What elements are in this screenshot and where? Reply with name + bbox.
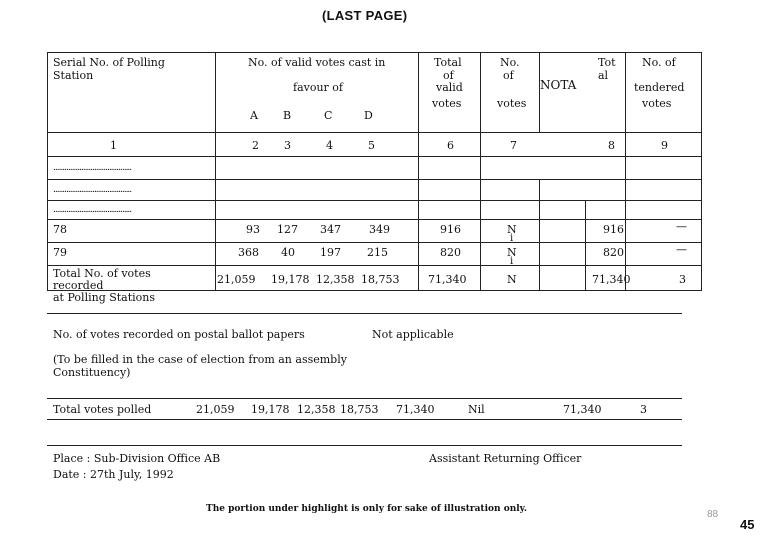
signatory: Assistant Returning Officer: [429, 452, 582, 465]
totals-total-valid: 71,340: [428, 273, 467, 286]
totals-candidate-b: 19,178: [271, 273, 310, 286]
header-serial-line2: Station: [53, 69, 94, 82]
row-no-of: N: [507, 223, 517, 236]
header-total-valid-1: Total: [434, 56, 462, 69]
row-candidate-d: 349: [369, 223, 390, 236]
totals-label-3: at Polling Stations: [53, 291, 156, 304]
header-total-1: Tot: [598, 56, 616, 69]
page-title: (LAST PAGE): [322, 8, 408, 23]
total-polled-tendered: 3: [640, 403, 647, 416]
header-total-2: al: [598, 69, 609, 82]
column-number-2: 2: [252, 139, 259, 152]
totals-candidate-c: 12,358: [316, 273, 355, 286]
row-no-of-sub: i: [510, 256, 514, 267]
header-nota: NOTA: [540, 78, 577, 92]
header-total-valid-2: of: [443, 69, 454, 82]
total-polled-valid: 71,340: [396, 403, 435, 416]
date: Date : 27th July, 1992: [53, 468, 174, 481]
totals-candidate-d: 18,753: [361, 273, 400, 286]
row-candidate-c: 197: [320, 246, 341, 259]
totals-tendered: 3: [679, 273, 686, 286]
column-number-4: 4: [326, 139, 333, 152]
row-candidate-b: 40: [281, 246, 295, 259]
row-tendered: —: [676, 243, 687, 256]
total-polled-no-of: Nil: [468, 403, 485, 416]
header-tendered-3: votes: [642, 97, 672, 110]
row-serial: 79: [53, 246, 67, 259]
postal-note-1: (To be filled in the case of election from an assembly: [53, 353, 347, 366]
column-number-3: 3: [284, 139, 291, 152]
total-polled-b: 19,178: [251, 403, 290, 416]
header-candidate-b: B: [283, 109, 292, 122]
total-polled-label: Total votes polled: [53, 403, 152, 416]
header-candidate-d: D: [364, 109, 373, 122]
row-no-of: N: [507, 246, 517, 259]
postal-note-2: Constituency): [53, 366, 131, 379]
row-candidate-a: 93: [246, 223, 260, 236]
dotted-row-3: ..........................................: [53, 205, 132, 215]
postal-label: No. of votes recorded on postal ballot papers: [53, 328, 305, 341]
header-candidate-c: C: [324, 109, 333, 122]
row-candidate-d: 215: [367, 246, 388, 259]
totals-no-of: N: [507, 273, 517, 286]
header-no-of-2: of: [503, 69, 514, 82]
row-candidate-a: 368: [238, 246, 259, 259]
header-favour-of: favour of: [293, 81, 343, 94]
footnote: The portion under highlight is only for sake of illustration only.: [206, 504, 527, 514]
total-polled-d: 18,753: [340, 403, 379, 416]
totals-label-2: recorded: [53, 279, 104, 292]
column-number-1: 1: [110, 139, 117, 152]
header-valid-votes: No. of valid votes cast in: [248, 56, 386, 69]
place: Place : Sub-Division Office AB: [53, 452, 221, 465]
total-polled-bottom-border: [47, 419, 682, 420]
total-polled-total: 71,340: [563, 403, 602, 416]
header-candidate-a: A: [250, 109, 258, 122]
dotted-row-2: ..........................................: [53, 185, 132, 195]
totals-total: 71,340: [592, 273, 631, 286]
footer-divider: [47, 445, 682, 446]
section-divider: [47, 313, 682, 314]
row-no-of-sub: i: [510, 233, 514, 244]
column-number-8: 8: [608, 139, 615, 152]
slide-number: 88: [707, 509, 719, 520]
row-total-valid: 820: [440, 246, 461, 259]
row-candidate-c: 347: [320, 223, 341, 236]
column-number-5: 5: [368, 139, 375, 152]
header-no-of-3: votes: [497, 97, 527, 110]
row-candidate-b: 127: [277, 223, 298, 236]
column-number-9: 9: [661, 139, 668, 152]
total-polled-c: 12,358: [297, 403, 336, 416]
header-total-valid-4: votes: [432, 97, 462, 110]
header-tendered-1: No. of: [642, 56, 676, 69]
total-polled-a: 21,059: [196, 403, 235, 416]
row-tendered: —: [676, 220, 687, 233]
row-total: 916: [603, 223, 624, 236]
header-tendered-2: tendered: [634, 81, 685, 94]
dotted-row-1: ..........................................: [53, 163, 132, 173]
row-total-valid: 916: [440, 223, 461, 236]
header-serial-line1: Serial No. of Polling: [53, 56, 165, 69]
totals-label-1: Total No. of votes: [53, 267, 151, 280]
row-total: 820: [603, 246, 624, 259]
column-number-7: 7: [510, 139, 517, 152]
totals-candidate-a: 21,059: [217, 273, 256, 286]
page-number: 45: [740, 517, 755, 532]
column-number-6: 6: [447, 139, 454, 152]
postal-value: Not applicable: [372, 328, 454, 341]
header-total-valid-3: valid: [436, 81, 463, 94]
total-polled-top-border: [47, 398, 682, 399]
header-no-of-1: No.: [500, 56, 520, 69]
row-serial: 78: [53, 223, 67, 236]
